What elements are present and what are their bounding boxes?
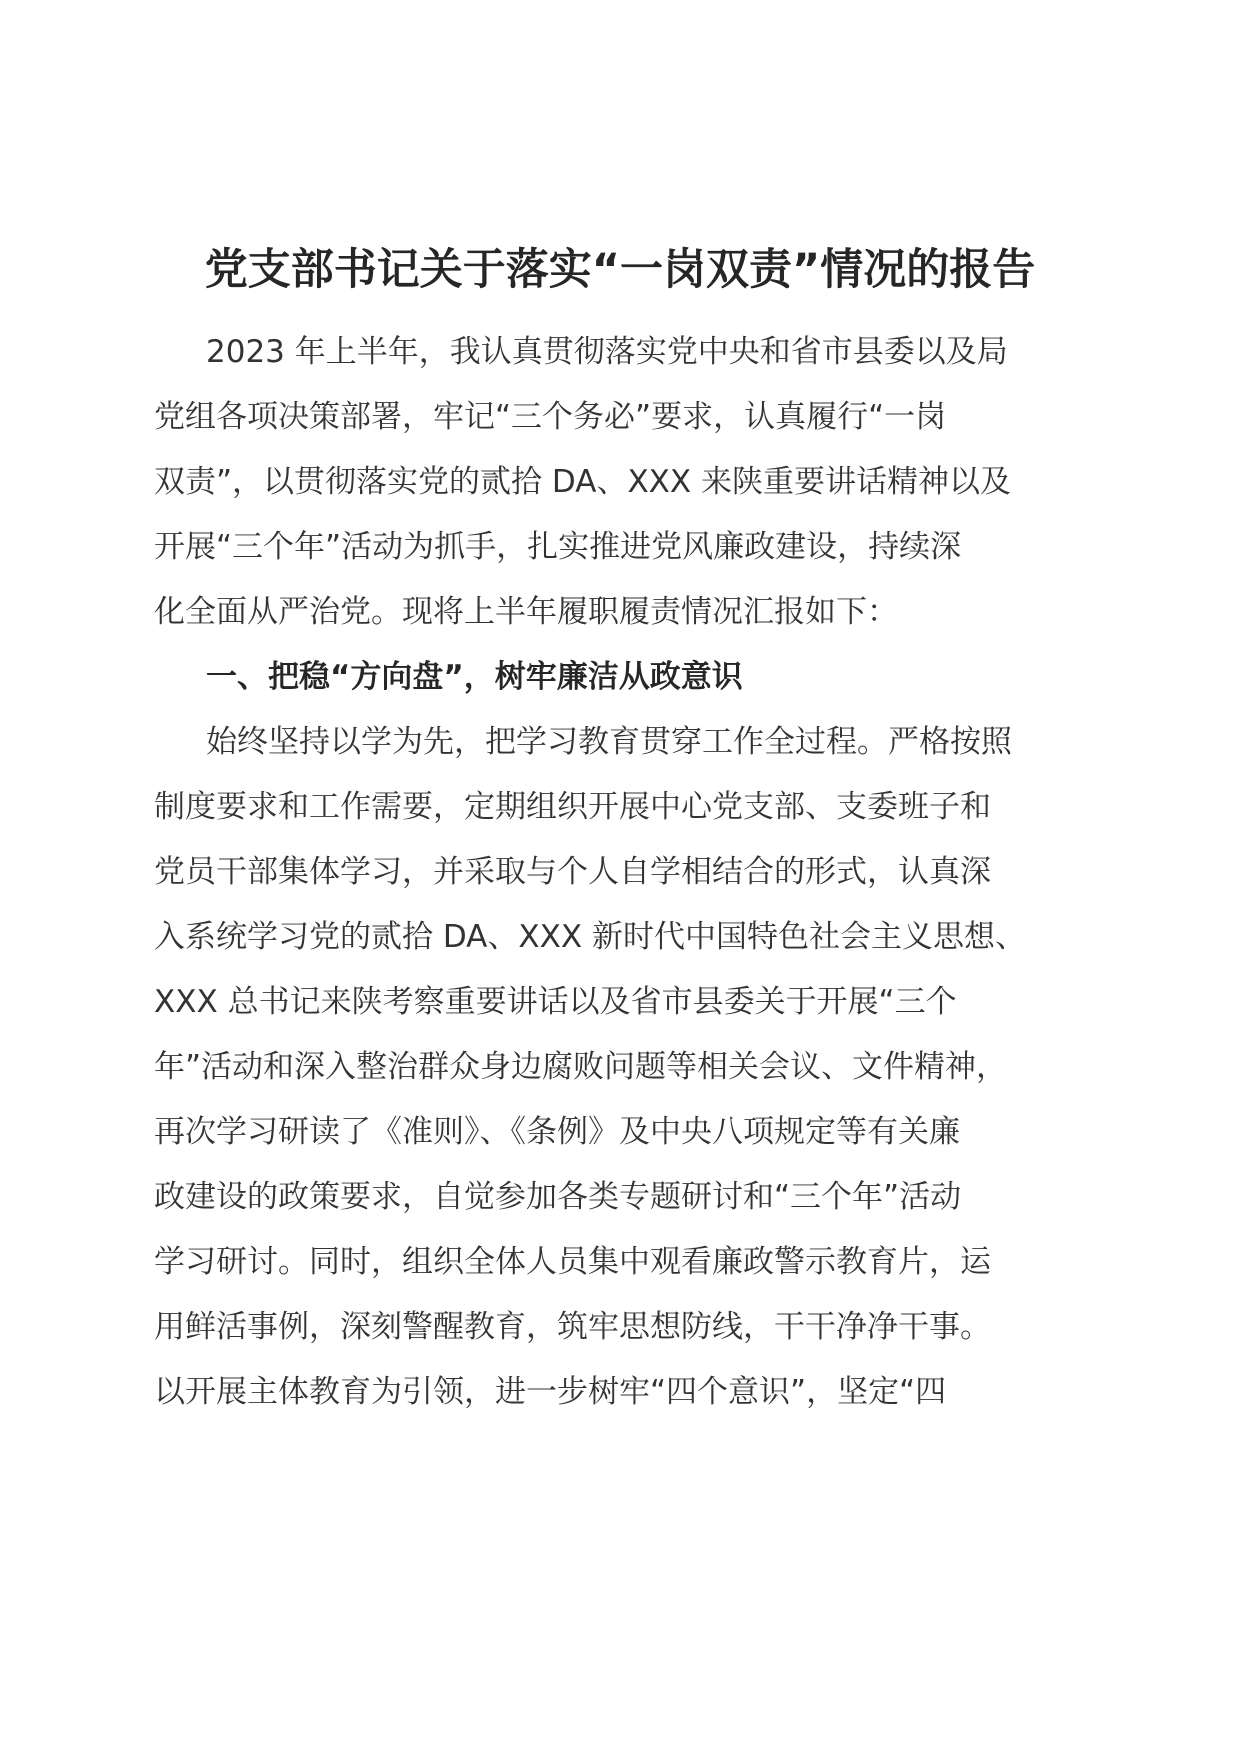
paragraph-line: 制度要求和工作需要，定期组织开展中心党支部、支委班子和 (154, 789, 991, 825)
paragraph-line: 再次学习研读了《准则》、《条例》及中央八项规定等有关廉 (154, 1114, 960, 1150)
paragraph-line: 政建设的政策要求，自觉参加各类专题研讨和“三个年”活动 (154, 1179, 962, 1215)
paragraph-line: 党组各项决策部署，牢记“三个务必”要求，认真履行“一岗 (154, 399, 947, 435)
paragraph-line: 用鲜活事例，深刻警醒教育，筑牢思想防线，干干净净干事。 (154, 1309, 991, 1345)
section-heading: 一、把稳“方向盘”，树牢廉洁从政意识 (206, 659, 743, 695)
paragraph-line: 2023 年上半年，我认真贯彻落实党中央和省市县委以及局 (206, 334, 1008, 370)
paragraph-line: 以开展主体教育为引领，进一步树牢“四个意识”，坚定“四 (154, 1374, 947, 1410)
paragraph-line: 开展“三个年”活动为抓手，扎实推进党风廉政建设，持续深 (154, 529, 962, 565)
paragraph-line: 年”活动和深入整治群众身边腐败问题等相关会议、文件精神， (154, 1049, 1008, 1085)
paragraph-line: 入系统学习党的贰拾 DA、XXX 新时代中国特色社会主义思想、 (154, 919, 1026, 955)
paragraph-line: 双责”，以贯彻落实党的贰拾 DA、XXX 来陕重要讲话精神以及 (154, 464, 1012, 500)
paragraph-line: 党员干部集体学习，并采取与个人自学相结合的形式，认真深 (154, 854, 991, 890)
paragraph-line: 化全面从严治党。现将上半年履职履责情况汇报如下： (154, 594, 898, 630)
paragraph-line: 学习研讨。同时，组织全体人员集中观看廉政警示教育片，运 (154, 1244, 991, 1280)
document-title: 党支部书记关于落实“一岗双责”情况的报告 (204, 245, 1036, 295)
paragraph-line: 始终坚持以学为先，把学习教育贯穿工作全过程。严格按照 (206, 724, 1012, 760)
paragraph-line: XXX 总书记来陕考察重要讲话以及省市县委关于开展“三个 (154, 984, 957, 1020)
